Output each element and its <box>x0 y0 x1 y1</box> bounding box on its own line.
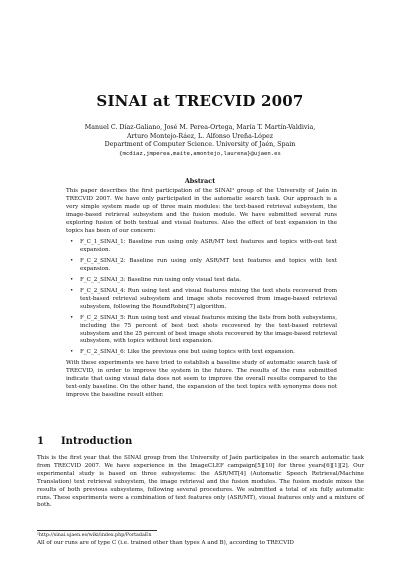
run-list <box>66 239 337 357</box>
run-item: • F_C_2_SINAI_2: Baseline run using only ASR/MT text features and topics with text expansion. <box>70 258 337 273</box>
bullet-icon: • <box>70 277 74 284</box>
section-heading <box>37 436 132 447</box>
author-line-1: Manuel C. Díaz-Galiano, José M. Perea-Ortega, María T. Martín-Valdivia, <box>84 124 316 131</box>
abstract-intro: This paper describes the first participation of the SINAI¹ group of the University of Jaén in TRECVID 2007. We have only participated in the automatic search task. Our approach is a very simple system made up of three main modules: the text-based retrieval subsystem, the image-based retrieval subsystem and the fusion module. We have submitted several runs exploring fusion of both textual and visual features. Also the effect of text expansion in the topics has been of our concern: <box>66 188 337 234</box>
introduction-paragraph: This is the first year that the SINAI group from the University of Jaén participates in the search automatic task from TRECVID 2007. We have experience in the ImageCLEF campaign[5][10] for three years[6][1][2]. Our experimental study is based on three subsystems: the ASR/MT[4] (Automatic Speech Retrieval/Machine Translation) text retrieval subsystem, the image retrieval and the fusion modules. The fusion module mixes the results of both previous subsystems, following several procedures. We submitted a total of six fully automatic runs. These experiments were a combination of text features only (ASR/MT), visual features only and a mixture of both. <box>37 455 364 509</box>
paper-title: SINAI at TRECVID 2007 <box>96 92 304 110</box>
introduction-body <box>37 455 364 510</box>
run-item: • F_C_2_SINAI_3: Baseline run using only visual test data. <box>70 277 241 284</box>
run-item: • F_C_2_SINAI_4: Run using text and visual features mixing the text shots recovered from text-based retrieval subsystem and image shots recovered from image-based retrieval subsystem, following the RoundRobin[7] algorithm. <box>70 287 337 310</box>
footnote: ¹http://sinai.ujaen.es/wiki/index.php/PortadaEn <box>37 533 152 538</box>
bullet-icon: • <box>70 349 74 356</box>
run-item: • F_C_2_SINAI_5: Run using text and visual features mixing the lists from both subsystems, including the 75 percent of best text shots recovered by the text-based retrieval subsystem and the 25 percent of best image shots recovered by the image-based retrieval subsystem, with topics without text expansion. <box>70 314 337 345</box>
author-line-2: Arturo Montejo-Ráez, L. Alfonso Ureña-López <box>126 132 274 140</box>
author-block <box>0 124 400 158</box>
author-emails: {mcdiaz,jmperea,maite,amontejo,laurena}@ujaen.es <box>119 150 281 157</box>
section-title: Introduction <box>61 436 133 447</box>
abstract-body <box>66 188 337 400</box>
bullet-icon: • <box>70 287 74 294</box>
abstract-heading: Abstract <box>184 177 216 185</box>
bullet-icon: • <box>70 239 74 246</box>
affiliation: Department of Computer Science. University of Jaén, Spain <box>104 141 296 149</box>
abstract-conclusion: With these experiments we have tried to establish a baseline study of automatic search task of TRECVID, in order to improve the system in the future. The results of the runs submitted indicate that using visual data does not seem to improve the overall results compared to the text-only baseline. On the other hand, the expansion of the text topics with synonyms does not improve the baseline result either. <box>66 360 337 398</box>
footnote-rule <box>37 530 157 531</box>
run-item: • F_C_2_SINAI_6: Like the previous one but using topics with text expansion. <box>70 349 295 356</box>
bullet-icon: • <box>70 258 74 265</box>
run-item: • F_C_1_SINAI_1: Baseline run using only ASR/MT text features and topics with-out text expansion. <box>70 239 337 254</box>
bullet-icon: • <box>70 314 74 321</box>
page-bottom-line: All of our runs are of type C (i.e. trained other than types A and B), according to TRECVID <box>37 540 294 546</box>
section-number: 1 <box>37 436 44 447</box>
